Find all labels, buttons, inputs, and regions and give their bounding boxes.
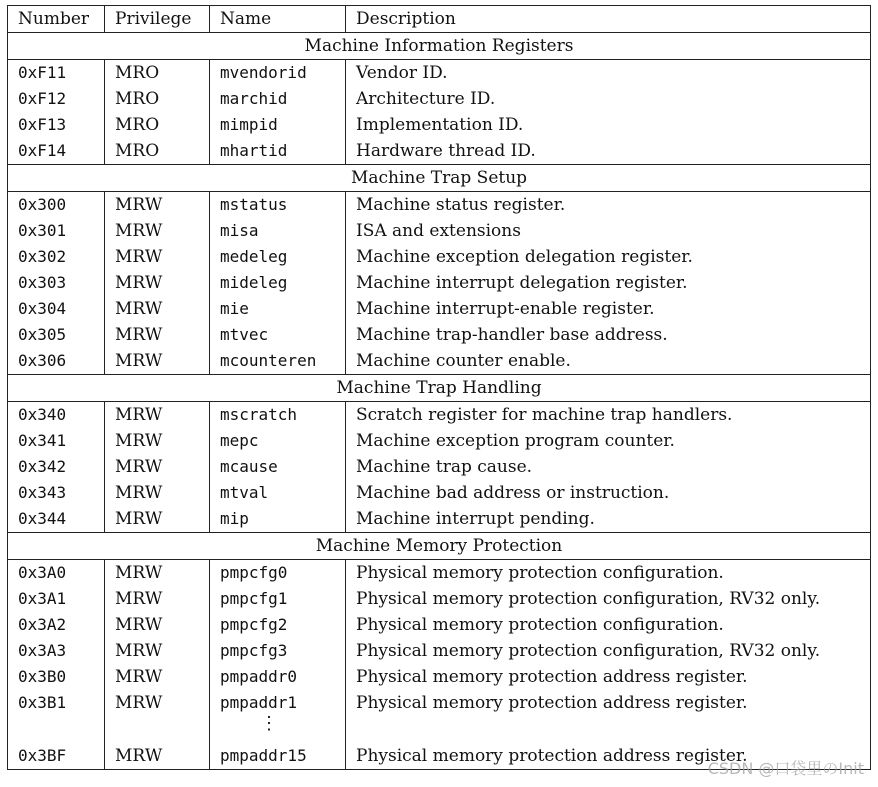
cell-privilege: MRW xyxy=(105,244,210,270)
table-header-row xyxy=(8,6,871,33)
cell-name: pmpcfg1 xyxy=(210,586,346,612)
cell-number: 0x3A3 xyxy=(8,638,105,664)
table-row xyxy=(8,192,871,219)
cell-name: mscratch xyxy=(210,402,346,429)
cell-number: 0xF13 xyxy=(8,112,105,138)
cell-privilege: MRW xyxy=(105,690,210,716)
cell-name: mtvec xyxy=(210,322,346,348)
table-row xyxy=(8,428,871,454)
table-row xyxy=(8,86,871,112)
table-row xyxy=(8,586,871,612)
header-number: Number xyxy=(8,6,105,33)
cell-name: mideleg xyxy=(210,270,346,296)
cell-name: pmpaddr0 xyxy=(210,664,346,690)
cell-number: 0x301 xyxy=(8,218,105,244)
cell-description: Machine interrupt-enable register. xyxy=(346,296,871,322)
cell-name: marchid xyxy=(210,86,346,112)
table-row xyxy=(8,664,871,690)
vertical-ellipsis: ⋮ xyxy=(260,713,278,734)
table-row xyxy=(8,348,871,375)
cell-description: Vendor ID. xyxy=(346,60,871,87)
table-row xyxy=(8,244,871,270)
cell-description: Scratch register for machine trap handlers. xyxy=(346,402,871,429)
cell-name: mcounteren xyxy=(210,348,346,375)
header-privilege: Privilege xyxy=(105,6,210,33)
cell-name: misa xyxy=(210,218,346,244)
cell-description: Physical memory protection configuration, RV32 only. xyxy=(346,586,871,612)
cell-name: pmpaddr1 xyxy=(210,690,346,716)
table-row xyxy=(8,270,871,296)
section-title: Machine Memory Protection xyxy=(8,533,871,560)
table-row xyxy=(8,480,871,506)
cell-description: Machine bad address or instruction. xyxy=(346,480,871,506)
section-row xyxy=(8,165,871,192)
cell-privilege: MRW xyxy=(105,560,210,587)
section-title: Machine Trap Handling xyxy=(8,375,871,402)
cell-description: Machine counter enable. xyxy=(346,348,871,375)
cell-privilege: MRW xyxy=(105,638,210,664)
cell-privilege: MRW xyxy=(105,348,210,375)
cell-number: 0x3A2 xyxy=(8,612,105,638)
cell-description: Hardware thread ID. xyxy=(346,138,871,165)
cell-description: Machine exception program counter. xyxy=(346,428,871,454)
cell-description: ISA and extensions xyxy=(346,218,871,244)
cell-description: Machine trap-handler base address. xyxy=(346,322,871,348)
cell-name: medeleg xyxy=(210,244,346,270)
cell-description: Architecture ID. xyxy=(346,86,871,112)
cell-description: Machine interrupt pending. xyxy=(346,506,871,533)
cell-number: 0x3A0 xyxy=(8,560,105,587)
cell-privilege: MRW xyxy=(105,612,210,638)
table-row xyxy=(8,218,871,244)
cell-privilege: MRO xyxy=(105,86,210,112)
cell-privilege: MRO xyxy=(105,112,210,138)
table-row xyxy=(8,402,871,429)
cell-description: Machine status register. xyxy=(346,192,871,219)
cell-description: Machine trap cause. xyxy=(346,454,871,480)
cell-number: 0x341 xyxy=(8,428,105,454)
header-name: Name xyxy=(210,6,346,33)
cell-privilege: MRW xyxy=(105,743,210,770)
cell-name: mtval xyxy=(210,480,346,506)
watermark: CSDN @口袋里のInit xyxy=(707,759,864,778)
cell-privilege: MRW xyxy=(105,192,210,219)
cell-description: Implementation ID. xyxy=(346,112,871,138)
section-row xyxy=(8,375,871,402)
table-row xyxy=(8,322,871,348)
cell-privilege: MRW xyxy=(105,480,210,506)
header-description: Description xyxy=(346,6,871,33)
cell-name: mcause xyxy=(210,454,346,480)
cell-privilege: MRW xyxy=(105,218,210,244)
cell-privilege: MRW xyxy=(105,402,210,429)
cell-name: mimpid xyxy=(210,112,346,138)
cell-number: 0x3B0 xyxy=(8,664,105,690)
table-row xyxy=(8,112,871,138)
cell-privilege: MRW xyxy=(105,664,210,690)
cell-number: 0x305 xyxy=(8,322,105,348)
cell-number: 0xF14 xyxy=(8,138,105,165)
section-row xyxy=(8,33,871,60)
table-row xyxy=(8,506,871,533)
cell-name: mstatus xyxy=(210,192,346,219)
cell-privilege: MRW xyxy=(105,586,210,612)
cell-number xyxy=(8,716,105,743)
table-row xyxy=(8,138,871,165)
table-row xyxy=(8,638,871,664)
cell-name: mip xyxy=(210,506,346,533)
cell-privilege: MRW xyxy=(105,428,210,454)
cell-privilege: MRW xyxy=(105,270,210,296)
table-row xyxy=(8,296,871,322)
cell-name: mepc xyxy=(210,428,346,454)
cell-number: 0x340 xyxy=(8,402,105,429)
cell-description: Physical memory protection configuration, RV32 only. xyxy=(346,638,871,664)
cell-privilege: MRW xyxy=(105,454,210,480)
cell-privilege: MRW xyxy=(105,296,210,322)
cell-privilege: MRO xyxy=(105,60,210,87)
cell-name: pmpcfg0 xyxy=(210,560,346,587)
cell-description: Physical memory protection address register. xyxy=(346,690,871,716)
cell-number: 0x3BF xyxy=(8,743,105,770)
section-title: Machine Trap Setup xyxy=(8,165,871,192)
table-row xyxy=(8,690,871,716)
cell-number: 0x302 xyxy=(8,244,105,270)
cell-name: pmpcfg2 xyxy=(210,612,346,638)
cell-name xyxy=(210,713,346,743)
cell-number: 0x304 xyxy=(8,296,105,322)
cell-number: 0x303 xyxy=(8,270,105,296)
cell-privilege: MRW xyxy=(105,506,210,533)
cell-description: Physical memory protection address register. xyxy=(346,664,871,690)
cell-name: mvendorid xyxy=(210,60,346,87)
cell-privilege xyxy=(105,716,210,743)
cell-number: 0x306 xyxy=(8,348,105,375)
cell-number: 0xF12 xyxy=(8,86,105,112)
cell-number: 0x343 xyxy=(8,480,105,506)
table-row xyxy=(8,560,871,587)
cell-description: Machine interrupt delegation register. xyxy=(346,270,871,296)
cell-number: 0xF11 xyxy=(8,60,105,87)
cell-description: Machine exception delegation register. xyxy=(346,244,871,270)
cell-description xyxy=(346,716,871,743)
cell-description: Physical memory protection address register. xyxy=(346,743,871,770)
table-body xyxy=(8,33,871,770)
cell-name: pmpaddr15 xyxy=(210,743,346,770)
table-row xyxy=(8,454,871,480)
table-row xyxy=(8,60,871,87)
table-row xyxy=(8,612,871,638)
table-row xyxy=(8,716,871,743)
cell-number: 0x3B1 xyxy=(8,690,105,716)
cell-name: pmpcfg3 xyxy=(210,638,346,664)
cell-description: Physical memory protection configuration. xyxy=(346,560,871,587)
cell-number: 0x3A1 xyxy=(8,586,105,612)
cell-privilege: MRW xyxy=(105,322,210,348)
section-title: Machine Information Registers xyxy=(8,33,871,60)
cell-number: 0x342 xyxy=(8,454,105,480)
cell-number: 0x300 xyxy=(8,192,105,219)
cell-name: mhartid xyxy=(210,138,346,165)
cell-name: mie xyxy=(210,296,346,322)
cell-description: Physical memory protection configuration. xyxy=(346,612,871,638)
csr-table xyxy=(7,5,871,770)
cell-privilege: MRO xyxy=(105,138,210,165)
cell-number: 0x344 xyxy=(8,506,105,533)
section-row xyxy=(8,533,871,560)
